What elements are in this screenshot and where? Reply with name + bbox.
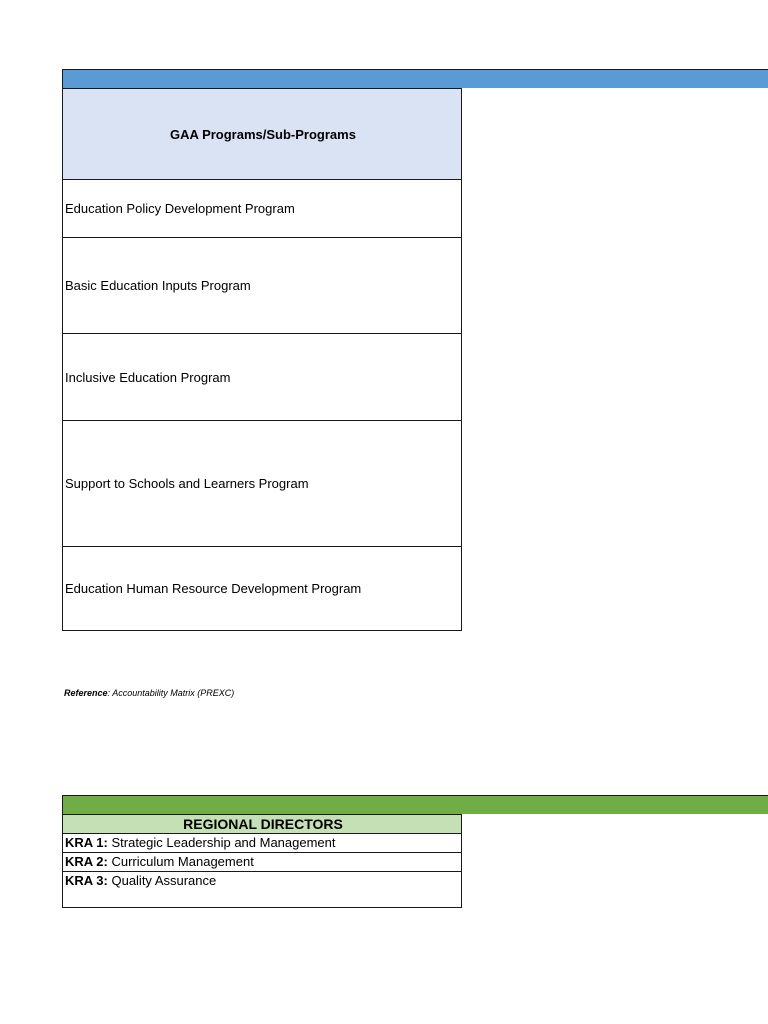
kra-item bbox=[63, 872, 462, 908]
program-item: Education Policy Development Program bbox=[63, 180, 462, 238]
reference-text: Accountability Matrix (PREXC) bbox=[110, 688, 235, 698]
reference-note bbox=[64, 688, 234, 698]
green-header-band bbox=[62, 795, 768, 814]
table-row bbox=[63, 872, 462, 908]
kra-label: KRA 1: bbox=[65, 835, 108, 850]
program-item: Inclusive Education Program bbox=[63, 334, 462, 421]
kra-text: Quality Assurance bbox=[107, 873, 217, 888]
regional-directors-table bbox=[62, 814, 462, 908]
program-item: Basic Education Inputs Program bbox=[63, 238, 462, 334]
program-item: Support to Schools and Learners Program bbox=[63, 421, 462, 547]
table-row bbox=[63, 547, 462, 631]
gaa-programs-header: GAA Programs/Sub-Programs bbox=[63, 89, 462, 180]
blue-header-band bbox=[62, 69, 768, 88]
kra-text: Curriculum Management bbox=[107, 854, 254, 869]
kra-label: KRA 3: bbox=[65, 873, 108, 888]
table-row bbox=[63, 421, 462, 547]
kra-label: KRA 2: bbox=[65, 854, 108, 869]
kra-item bbox=[63, 853, 462, 872]
reference-label: Reference bbox=[64, 688, 108, 698]
table-header-row bbox=[63, 89, 462, 180]
table-row bbox=[63, 853, 462, 872]
gaa-programs-table bbox=[62, 88, 462, 631]
kra-item bbox=[63, 834, 462, 853]
kra-text: Strategic Leadership and Management bbox=[107, 835, 336, 850]
table-row bbox=[63, 238, 462, 334]
program-item: Education Human Resource Development Program bbox=[63, 547, 462, 631]
table-row bbox=[63, 834, 462, 853]
regional-directors-header: REGIONAL DIRECTORS bbox=[63, 815, 462, 834]
table-header-row bbox=[63, 815, 462, 834]
table-row bbox=[63, 180, 462, 238]
reference-separator: : bbox=[107, 688, 111, 698]
table-row bbox=[63, 334, 462, 421]
